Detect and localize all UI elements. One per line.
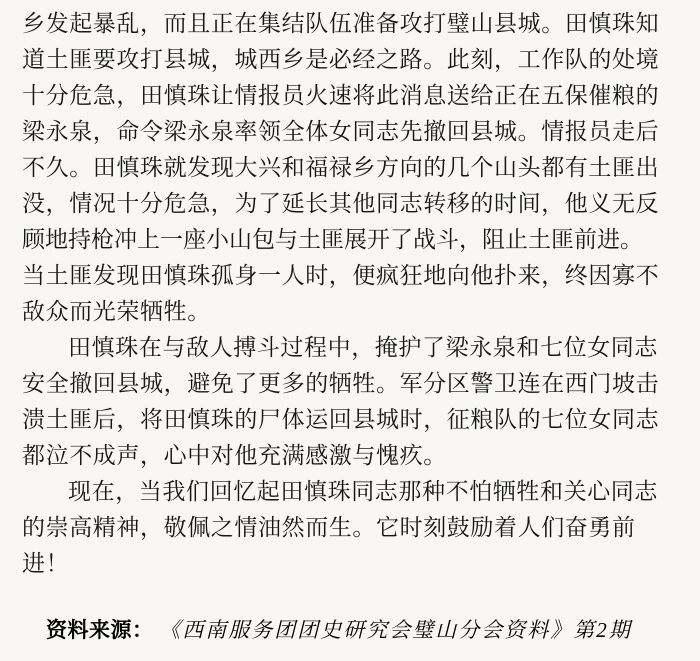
text-line: 十分危急，田慎珠让情报员火速将此消息送给正在五保催粮的: [22, 83, 660, 109]
text-line: 没，情况十分危急，为了延长其他同志转移的时间，他义无反: [22, 191, 660, 217]
source-citation: [46, 615, 632, 645]
text-line: 安全撤回县城，避免了更多的牺牲。军分区警卫连在西门坡击: [22, 371, 660, 397]
text-line: 不久。田慎珠就发现大兴和福禄乡方向的几个山头都有土匪出: [22, 155, 660, 181]
text-line: 的崇高精神，敬佩之情油然而生。它时刻鼓励着人们奋勇前: [22, 515, 636, 541]
source-reference: 《西南服务团团史研究会璧山分会资料》第2期: [159, 618, 632, 642]
paragraph-3: [22, 474, 686, 582]
paragraph-1: [22, 6, 686, 330]
text-line: 当土匪发现田慎珠孤身一人时，便疯狂地向他扑来，终因寡不: [22, 263, 660, 289]
text-line: 道土匪要攻打县城，城西乡是必经之路。此刻，工作队的处境: [22, 47, 660, 73]
text-line: 溃土匪后，将田慎珠的尸体运回县城时，征粮队的七位女同志: [22, 407, 660, 433]
text-line: 梁永泉，命令梁永泉率领全体女同志先撤回县城。情报员走后: [22, 119, 660, 145]
text-line: 敌众而光荣牺牲。: [22, 299, 211, 325]
text-line: 都泣不成声，心中对他充满感激与愧疚。: [22, 443, 447, 469]
text-line: 顾地持枪冲上一座小山包与土匪展开了战斗，阻止土匪前进。: [22, 227, 643, 253]
text-line: 进！: [22, 551, 70, 577]
source-label: 资料来源：: [46, 618, 154, 642]
text-line: 乡发起暴乱，而且正在集结队伍准备攻打璧山县城。田慎珠知: [22, 11, 660, 37]
text-line: 现在，当我们回忆起田慎珠同志那种不怕牺牲和关心同志: [68, 479, 658, 505]
paragraph-2: [22, 330, 686, 474]
text-line: 田慎珠在与敌人搏斗过程中，掩护了梁永泉和七位女同志: [68, 335, 658, 361]
